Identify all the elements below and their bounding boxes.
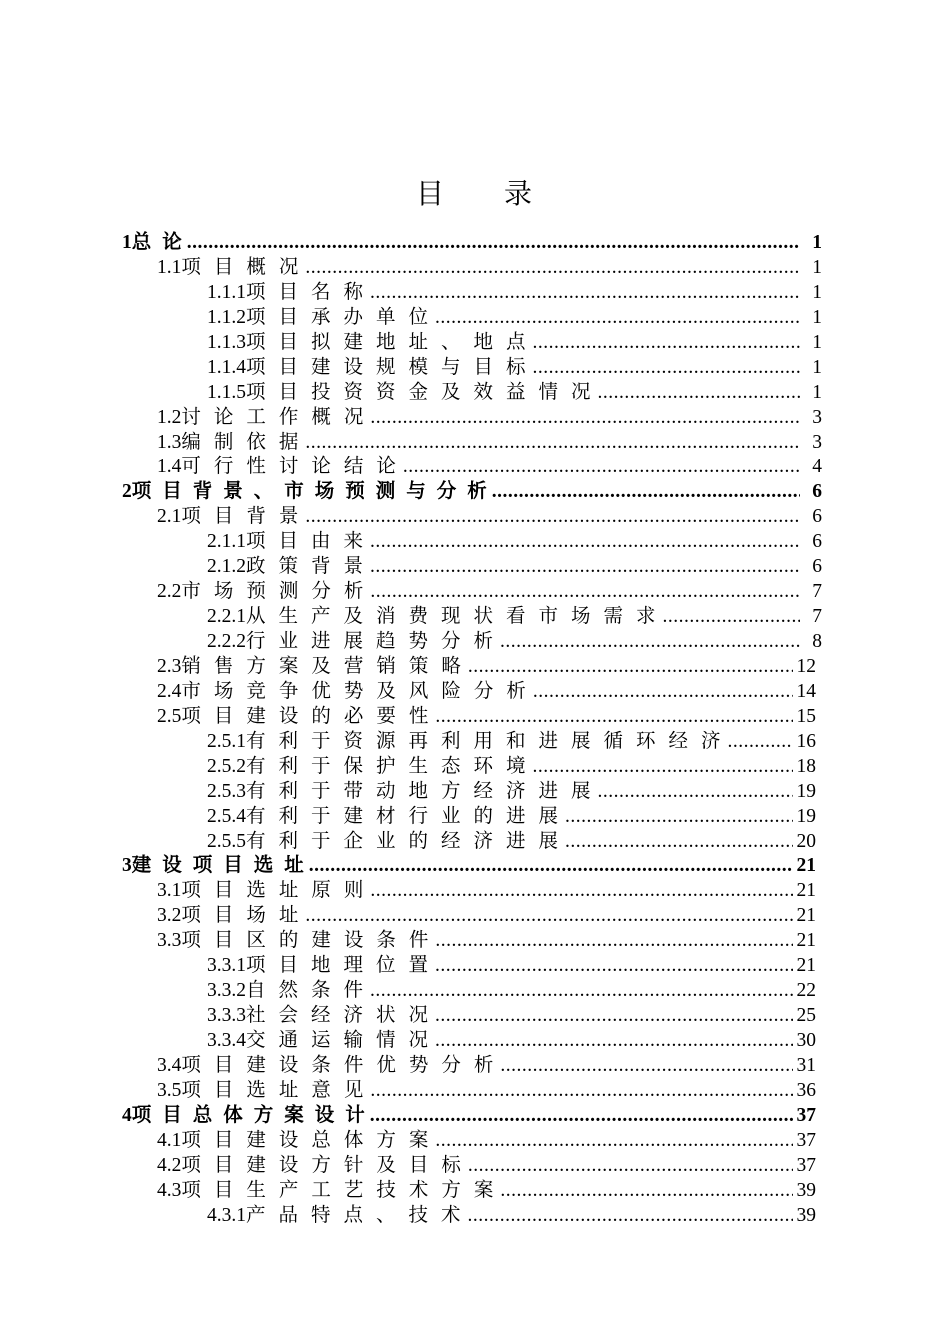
toc-entry-page: 31: [796, 1054, 816, 1076]
toc-entry[interactable]: [122, 280, 822, 305]
toc-leader-dots: [435, 954, 792, 979]
toc-leader-dots: [309, 854, 793, 879]
toc-entry-page: 14: [796, 680, 816, 702]
toc-entry-number: 2.1: [157, 506, 182, 528]
toc-entry-number: 2.1.2: [207, 556, 246, 578]
toc-entry-number: 3.5: [157, 1079, 182, 1101]
toc-entry-page: 37: [796, 1154, 816, 1176]
toc-leader-dots: [468, 1204, 793, 1229]
toc-entry-number: 3.1: [157, 880, 182, 902]
toc-entry-page: 1: [812, 306, 822, 328]
toc-leader-dots: [370, 979, 792, 1004]
toc-leader-dots: [598, 381, 800, 406]
toc-leader-dots: [370, 1079, 792, 1104]
toc-entry[interactable]: [122, 654, 822, 679]
toc-entry-number: 1.1.4: [207, 356, 246, 378]
toc-entry-title: 交通运输情况: [246, 1028, 442, 1051]
toc-entry-number: 1.1.1: [207, 281, 246, 303]
toc-entry-number: 2.4: [157, 680, 182, 702]
toc-entry-page: 20: [796, 830, 816, 852]
toc-leader-dots: [533, 755, 793, 780]
toc-entry-number: 2.5.1: [207, 730, 246, 752]
toc-entry-page: 1: [812, 331, 822, 353]
toc-entry-page: 15: [796, 705, 816, 727]
toc-entry[interactable]: [122, 729, 822, 754]
toc-entry-number: 4.3: [157, 1179, 182, 1201]
toc-entry-page: 6: [812, 531, 822, 553]
toc-entry[interactable]: [122, 853, 822, 878]
toc-leader-dots: [435, 1004, 792, 1029]
toc-entry-title: 项目建设条件优势分析: [181, 1052, 507, 1076]
toc-entry-title: 项目地理位置: [246, 953, 442, 977]
toc-entry-number: 2.5.5: [207, 830, 246, 852]
toc-leader-dots: [500, 630, 800, 655]
toc-entry-page: 21: [796, 855, 816, 877]
toc-entry-page: 12: [796, 655, 816, 677]
toc-leader-dots: [370, 530, 800, 555]
toc-entry-page: 1: [812, 356, 822, 378]
toc-entry-number: 3.3.1: [207, 955, 246, 977]
toc-entry[interactable]: [122, 529, 822, 554]
toc-entry-page: 6: [812, 506, 822, 528]
toc-entry-number: 2.5.3: [207, 780, 246, 802]
toc-entry-title: 销售方案及营销策略: [181, 653, 474, 677]
toc-entry-title: 有利于企业的经济进展: [246, 828, 572, 852]
toc-entry-number: 2.2.1: [207, 606, 246, 628]
toc-entry-page: 1: [812, 281, 822, 303]
toc-entry-number: 2.1.1: [207, 531, 246, 553]
toc-entry-number: 1: [122, 232, 132, 253]
toc-entry-title: 有利于带动地方经济进展: [246, 778, 604, 802]
toc-entry-number: 4.1: [157, 1129, 182, 1151]
toc-entry[interactable]: [122, 479, 822, 504]
toc-entry-number: 2.5.4: [207, 805, 246, 827]
toc-entry-title: 自然条件: [246, 978, 377, 1002]
toc-entry[interactable]: [122, 405, 822, 430]
toc-entry[interactable]: [122, 230, 822, 255]
toc-entry-number: 3.2: [157, 905, 182, 927]
toc-entry-title: 社会经济状况: [246, 1003, 442, 1027]
toc-entry[interactable]: [122, 1078, 822, 1103]
toc-entry-title: 市场预测分析: [181, 579, 377, 603]
title-char-right: 录: [504, 177, 535, 210]
toc-leader-dots: [435, 929, 792, 954]
toc-entry[interactable]: [122, 604, 822, 629]
toc-entry-number: 2: [122, 481, 132, 503]
toc-entry-page: 39: [796, 1179, 816, 1201]
toc-entry-number: 1.1.3: [207, 331, 246, 353]
toc-entry-title: 项目投资资金及效益情况: [246, 379, 604, 403]
toc-entry-page: 3: [812, 406, 822, 428]
toc-entry[interactable]: [122, 928, 822, 953]
toc-leader-dots: [403, 455, 800, 480]
toc-entry-title: 项目选址意见: [181, 1077, 377, 1101]
toc-entry[interactable]: [122, 504, 822, 529]
toc-leader-dots: [492, 480, 800, 505]
toc-entry-title: 项目区的建设条件: [181, 928, 442, 952]
toc-leader-dots: [533, 331, 800, 356]
toc-entry[interactable]: [122, 1003, 822, 1028]
toc-leader-dots: [435, 306, 800, 331]
toc-entry-number: 1.2: [157, 406, 182, 428]
toc-entry-title: 市场竞争优势及风险分析: [181, 678, 539, 702]
toc-entry-number: 2.2: [157, 581, 182, 603]
toc-entry-number: 2.3: [157, 655, 182, 677]
toc-entry-page: 1: [812, 381, 822, 403]
toc-entry-title: 项目拟建地址、地点: [246, 329, 539, 353]
toc-leader-dots: [728, 730, 793, 755]
title-char-left: 目: [415, 177, 446, 210]
toc-entry-page: 19: [796, 780, 816, 802]
table-of-contents: [122, 230, 822, 1228]
toc-entry-title: 产品特点、技术: [246, 1202, 474, 1226]
toc-entry-title: 项目概况: [181, 254, 312, 278]
toc-entry-page: 18: [796, 755, 816, 777]
toc-entry-title: 总论: [131, 230, 193, 253]
toc-entry[interactable]: [122, 1103, 822, 1128]
toc-entry[interactable]: [122, 878, 822, 903]
toc-leader-dots: [565, 830, 792, 855]
toc-entry-title: 有利于资源再利用和进展循环经济: [246, 728, 734, 752]
toc-leader-dots: [305, 904, 792, 929]
toc-leader-dots: [370, 1104, 793, 1129]
toc-entry-number: 2.5.2: [207, 755, 246, 777]
toc-entry[interactable]: [122, 704, 822, 729]
toc-entry-title: 项目生产工艺技术方案: [181, 1177, 507, 1201]
toc-entry-title: 讨论工作概况: [181, 404, 377, 428]
toc-entry-title: 项目场址: [181, 903, 312, 927]
toc-leader-dots: [305, 505, 800, 530]
toc-leader-dots: [370, 879, 792, 904]
toc-entry-title: 项目选址原则: [181, 878, 377, 902]
toc-entry-page: 36: [796, 1079, 816, 1101]
toc-entry-page: 21: [796, 880, 816, 902]
toc-entry[interactable]: [122, 953, 822, 978]
toc-leader-dots: [370, 580, 800, 605]
toc-leader-dots: [500, 1054, 792, 1079]
toc-entry-title: 项目建设的必要性: [181, 703, 442, 727]
toc-entry-number: 1.3: [157, 431, 182, 453]
toc-entry[interactable]: [122, 903, 822, 928]
toc-entry-title: 有利于保护生态环境: [246, 753, 539, 777]
toc-entry-number: 2.2.2: [207, 631, 246, 652]
toc-entry-page: 30: [796, 1030, 816, 1051]
toc-leader-dots: [435, 1129, 792, 1154]
toc-entry-title: 编制依据: [181, 429, 312, 453]
toc-entry-number: 1.1.2: [207, 306, 246, 328]
toc-entry[interactable]: [122, 1153, 822, 1178]
toc-entry-page: 21: [796, 905, 816, 927]
toc-entry-title: 可行性讨论结论: [181, 454, 409, 478]
toc-entry[interactable]: [122, 330, 822, 355]
toc-leader-dots: [370, 555, 800, 580]
toc-entry-number: 3.3.4: [207, 1030, 246, 1051]
toc-entry-number: 3.3: [157, 930, 182, 952]
toc-leader-dots: [468, 655, 793, 680]
toc-entry-page: 37: [796, 1104, 816, 1126]
toc-entry-page: 19: [796, 805, 816, 827]
toc-entry[interactable]: [122, 579, 822, 604]
toc-leader-dots: [370, 406, 800, 431]
toc-entry-page: 8: [812, 631, 822, 652]
toc-entry-title: 项目承办单位: [246, 304, 442, 328]
toc-entry-page: 7: [812, 581, 822, 603]
toc-entry-title: 项目由来: [246, 529, 377, 553]
toc-entry-page: 37: [796, 1129, 816, 1151]
toc-leader-dots: [468, 1154, 793, 1179]
toc-entry[interactable]: [122, 1178, 822, 1203]
toc-entry-title: 从生产及消费现状看市场需求: [246, 604, 669, 628]
toc-entry[interactable]: [122, 305, 822, 330]
toc-entry[interactable]: [122, 779, 822, 804]
toc-leader-dots: [187, 231, 800, 256]
toc-entry-number: 1.1: [157, 256, 182, 278]
toc-entry-title: 项目名称: [246, 279, 377, 303]
toc-entry[interactable]: [122, 454, 822, 479]
toc-entry[interactable]: [122, 1028, 822, 1053]
toc-entry-number: 4.2: [157, 1154, 182, 1176]
toc-leader-dots: [305, 256, 800, 281]
toc-entry[interactable]: [122, 679, 822, 704]
toc-entry-page: 7: [812, 606, 822, 628]
toc-leader-dots: [305, 431, 800, 456]
toc-entry[interactable]: [122, 978, 822, 1003]
toc-entry-page: 6: [812, 556, 822, 578]
toc-leader-dots: [370, 281, 800, 306]
toc-entry-page: 22: [796, 980, 816, 1002]
toc-entry-page: 16: [796, 730, 816, 752]
toc-leader-dots: [565, 805, 792, 830]
toc-entry[interactable]: [122, 380, 822, 405]
page-title: [0, 172, 950, 212]
toc-entry-page: 1: [812, 232, 822, 253]
toc-entry-number: 3.3.3: [207, 1005, 246, 1027]
toc-entry-title: 有利于建材行业的进展: [246, 803, 572, 827]
toc-entry-title: 行业进展趋势分析: [246, 629, 507, 652]
toc-entry-title: 项目背景、市场预测与分析: [131, 479, 498, 503]
toc-entry-title: 项目总体方案设计: [131, 1102, 376, 1126]
toc-leader-dots: [435, 705, 792, 730]
toc-entry-page: 3: [812, 431, 822, 453]
toc-entry[interactable]: [122, 355, 822, 380]
toc-entry-number: 4.3.1: [207, 1204, 246, 1226]
toc-entry[interactable]: [122, 1128, 822, 1153]
toc-entry[interactable]: [122, 629, 822, 654]
toc-entry-page: 25: [796, 1005, 816, 1027]
toc-entry-page: 39: [796, 1204, 816, 1226]
toc-entry-title: 政策背景: [246, 554, 377, 578]
toc-leader-dots: [663, 605, 800, 630]
toc-entry-number: 1.4: [157, 456, 182, 478]
toc-entry-page: 4: [812, 456, 822, 478]
toc-entry-page: 21: [796, 930, 816, 952]
toc-entry-title: 项目建设总体方案: [181, 1127, 442, 1151]
toc-entry-number: 1.1.5: [207, 381, 246, 403]
toc-entry-number: 2.5: [157, 705, 182, 727]
toc-entry[interactable]: [122, 554, 822, 579]
toc-entry-number: 4: [122, 1104, 132, 1126]
toc-leader-dots: [598, 780, 793, 805]
toc-entry[interactable]: [122, 829, 822, 854]
toc-entry-page: 1: [812, 256, 822, 278]
toc-entry-title: 项目建设规模与目标: [246, 354, 539, 378]
toc-entry[interactable]: [122, 1053, 822, 1078]
toc-entry-title: 项目建设方针及目标: [181, 1152, 474, 1176]
toc-entry-number: 3.3.2: [207, 980, 246, 1002]
toc-entry-number: 3: [122, 855, 132, 877]
toc-entry[interactable]: [122, 1203, 822, 1228]
toc-entry[interactable]: [122, 430, 822, 455]
toc-entry-title: 建设项目选址: [131, 853, 315, 877]
toc-entry[interactable]: [122, 804, 822, 829]
toc-entry[interactable]: [122, 754, 822, 779]
toc-leader-dots: [435, 1029, 792, 1054]
toc-entry-page: 21: [796, 955, 816, 977]
toc-leader-dots: [500, 1179, 792, 1204]
toc-leader-dots: [533, 356, 800, 381]
toc-entry[interactable]: [122, 255, 822, 280]
toc-leader-dots: [533, 680, 793, 705]
toc-entry-number: 3.4: [157, 1054, 182, 1076]
toc-entry-page: 6: [812, 481, 822, 503]
toc-entry-title: 项目背景: [181, 504, 312, 528]
